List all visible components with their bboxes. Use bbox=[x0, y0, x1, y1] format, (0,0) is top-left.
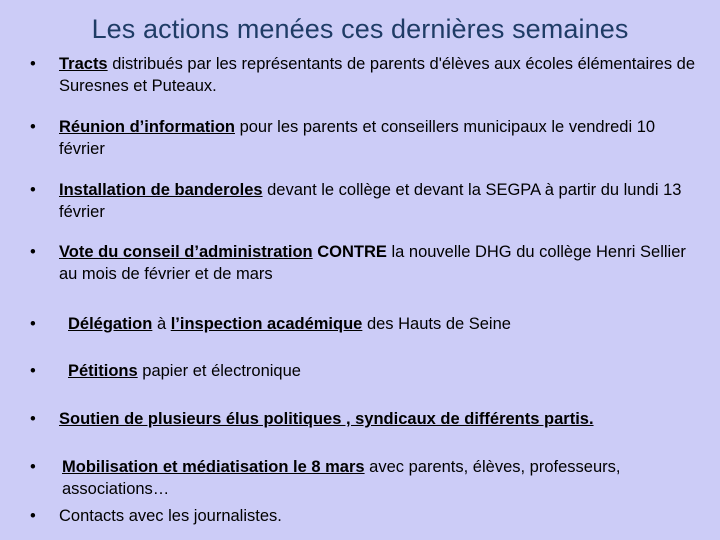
bullet-emphasis: CONTRE bbox=[312, 243, 387, 261]
bullet-dot: • bbox=[30, 315, 36, 333]
bullet-lead: Installation de banderoles bbox=[59, 181, 263, 199]
bullet-lead: Réunion d’information bbox=[59, 118, 235, 136]
bullet-text bbox=[59, 179, 699, 223]
bullet-lead: Mobilisation et médiatisation le 8 mars bbox=[62, 458, 365, 476]
bullet-text bbox=[68, 313, 708, 335]
bullet-lead-2: l’inspection académique bbox=[170, 315, 363, 333]
bullet-lead: Tracts bbox=[59, 55, 108, 73]
bullet-dot: • bbox=[30, 507, 36, 525]
bullet-text bbox=[68, 360, 708, 382]
bullet-text bbox=[59, 116, 699, 160]
bullet-dot: • bbox=[30, 55, 36, 73]
bullet-rest: distribués par les représentants de parents d'élèves aux écoles élémentaires de Suresnes et Puteaux. bbox=[59, 55, 696, 95]
bullet-text bbox=[59, 505, 699, 527]
bullet-rest: pour les parents et conseillers municipaux le vendredi 10 février bbox=[59, 118, 656, 158]
bullet-dot: • bbox=[30, 181, 36, 199]
bullet-text bbox=[62, 456, 702, 500]
bullet-text bbox=[59, 53, 699, 97]
bullet-lead: Délégation bbox=[68, 315, 153, 333]
bullet-dot: • bbox=[30, 118, 36, 136]
bullet-dot: • bbox=[30, 458, 36, 476]
bullet-rest: des Hauts de Seine bbox=[362, 315, 511, 333]
bullet-dot: • bbox=[30, 243, 36, 261]
slide-title: Les actions menées ces dernières semaines bbox=[91, 14, 629, 44]
bullet-rest: la nouvelle DHG du collège Henri Sellier au mois de février et de mars bbox=[59, 243, 686, 283]
bullet-lead: Pétitions bbox=[68, 362, 138, 380]
bullet-text bbox=[59, 408, 699, 430]
bullet-lead: Vote du conseil d’administration bbox=[59, 243, 313, 261]
bullet-dot: • bbox=[30, 410, 36, 428]
bullet-rest: avec parents, élèves, professeurs, associations… bbox=[62, 458, 621, 498]
bullet-rest: devant le collège et devant la SEGPA à partir du lundi 13 février bbox=[59, 181, 682, 221]
bullet-lead: Soutien de plusieurs élus politiques , syndicaux de différents partis. bbox=[59, 410, 594, 428]
bullet-text bbox=[59, 241, 699, 285]
bullet-mid: à bbox=[152, 315, 171, 333]
bullet-dot: • bbox=[30, 362, 36, 380]
bullet-rest: Contacts avec les journalistes. bbox=[59, 507, 282, 525]
bullet-rest: papier et électronique bbox=[137, 362, 301, 380]
